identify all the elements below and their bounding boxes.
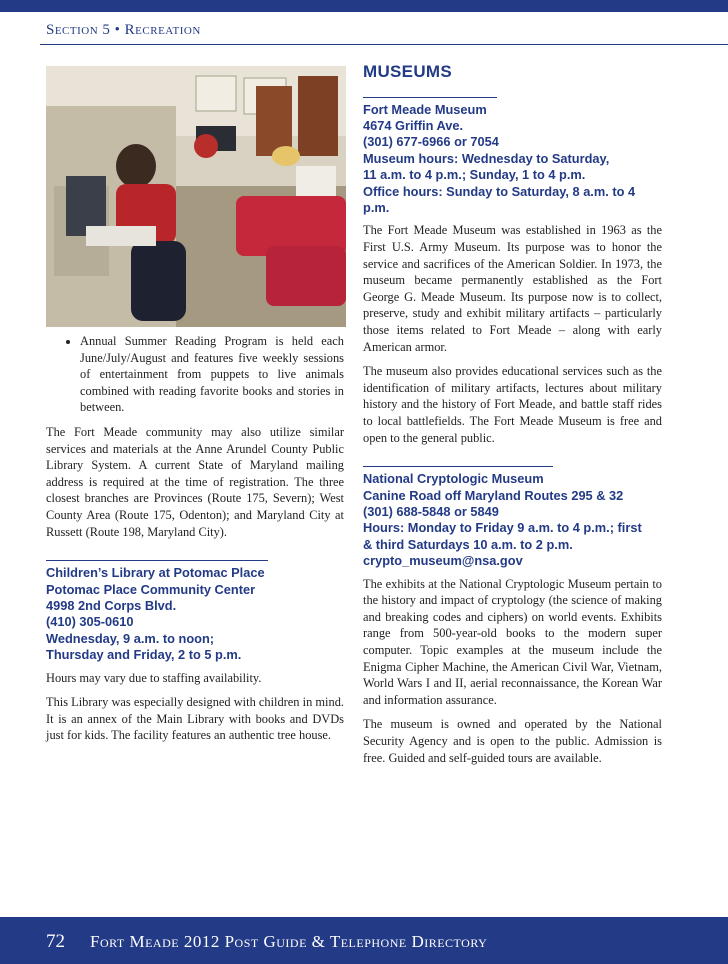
cryptologic-museum-address: Canine Road off Maryland Routes 295 & 32 [363,487,624,503]
paragraph-aacps-library: The Fort Meade community may also utilize similar services and materials at the Anne Arundel County Public Library System. A current State of Maryland mailing address is required at the time of registration. The three closest branches are Provinces (Route 175, Severn); West County Area (Route 175, Odenton); and Maryland City at Russett (Route 198, Maryland City). [46,424,344,539]
cryptologic-museum-info [363,471,662,569]
section-title: Section 5 • Recreation [46,22,201,38]
page-number: 72 [46,931,65,952]
cryptologic-museum-phone: (301) 688-5848 or 5849 [363,503,499,519]
publication-title: Fort Meade 2012 Post Guide & Telephone Directory [90,932,488,951]
paragraph-cryptologic-exhibits: The exhibits at the National Cryptologic Museum pertain to the history and impact of cryptology (the science of making and breaking codes and ciphers) on world events. Exhibits range from 500-year-old books to the modern super computer. Topic examples at the museum include the Enigma Cipher Machine, the American Civil War, Vietnam, World Wars I and II, aerial reconnaissance, the Korean War and information assurance. [363,576,662,707]
cryptologic-museum-name: National Cryptologic Museum [363,471,544,487]
fort-meade-museum-address: 4674 Griffin Ave. [363,118,464,133]
rule-cryptologic-museum [363,466,553,467]
fort-meade-museum-hours-1: Museum hours: Wednesday to Saturday, [363,150,610,166]
cryptologic-museum-hours-2: & third Saturdays 10 a.m. to 2 p.m. [363,536,573,552]
paragraph-cryptologic-admission: The museum is owned and operated by the National Security Agency and is open to the public. Admission is free. Guided and self-guided tours are available. [363,717,662,765]
childrens-library-address: 4998 2nd Corps Blvd. [46,597,177,613]
paragraph-childrens-library: This Library was especially designed with children in mind. It is an annex of the Main Library with books and DVDs just for kids. The facility features an authentic tree house. [46,695,344,743]
rule-fort-meade-museum [363,97,497,98]
top-color-band [0,0,728,12]
childrens-library-info [46,565,344,663]
right-column [363,64,662,774]
museums-heading: MUSEUMS [363,62,452,81]
paragraph-hours-vary: Hours may vary due to staffing availability. [46,670,262,685]
childrens-library-name: Children’s Library at Potomac Place [46,565,265,581]
left-column [46,333,344,752]
library-photo-illustration [46,66,346,327]
rule-childrens-library [46,560,268,561]
fort-meade-museum-name: Fort Meade Museum [363,101,487,117]
paragraph-museum-services: The museum also provides educational services such as the identification of military artifacts, lectures about military history and the history of Fort Meade, and battle staff rides to local battlefields. The Fort Meade Museum is free and open to the general public. [363,364,662,445]
paragraph-museum-history: The Fort Meade Museum was established in 1963 as the First U.S. Army Museum. Its purpose was to honor the service and sacrifices of the American Soldier. In 1973, the museum became permanently established as the Fort George G. Meade Museum. Its purpose now is to collect, preserve, study and exhibit military artifacts – particularly those items related to Fort Meade – along with early American armor. [363,223,662,354]
fort-meade-museum-phone: (301) 677-6966 or 7054 [363,134,499,150]
childrens-library-location: Potomac Place Community Center [46,581,256,597]
library-photo [46,66,346,327]
cryptologic-museum-hours-1: Hours: Monday to Friday 9 a.m. to 4 p.m.; first [363,520,642,536]
fort-meade-museum-info [363,102,662,217]
fort-meade-museum-office-hours: Office hours: Sunday to Saturday, 8 a.m. to 4 p.m. [363,183,636,216]
page-footer [0,917,728,964]
fort-meade-museum-hours-2: 11 a.m. to 4 p.m.; Sunday, 1 to 4 p.m. [363,167,586,183]
childrens-library-phone: (410) 305-0610 [46,614,134,630]
childrens-library-hours-1: Wednesday, 9 a.m. to noon; [46,630,215,646]
bullet-summer-reading: • Annual Summer Reading Program is held each June/July/August and features five weekly sessions of entertainment from puppets to live animals combined with reading favorite books and stories in between. [80,333,344,416]
section-divider [40,44,728,45]
childrens-library-hours-2: Thursday and Friday, 2 to 5 p.m. [46,647,242,663]
cryptologic-museum-email: crypto_museum@nsa.gov [363,553,523,569]
bullet-list [46,333,344,416]
